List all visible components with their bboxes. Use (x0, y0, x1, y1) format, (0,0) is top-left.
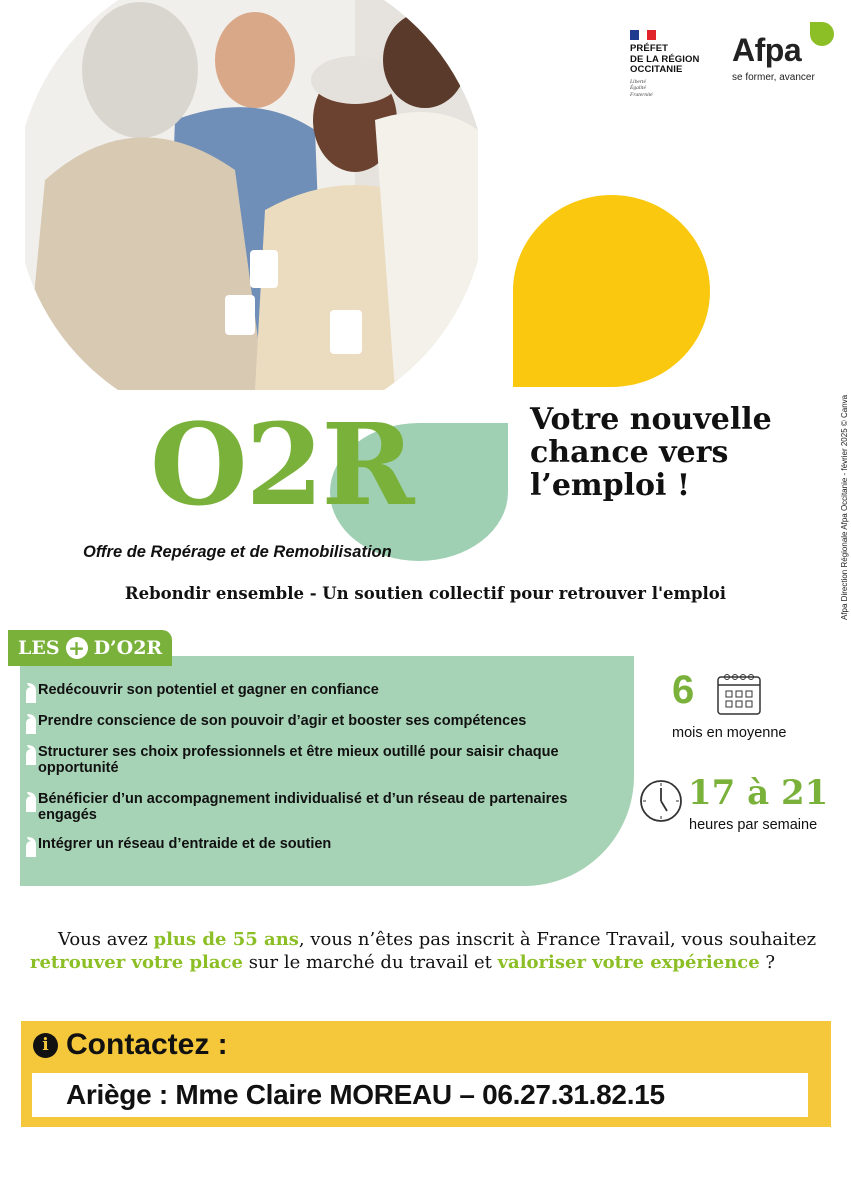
motto-line: Fraternité (630, 91, 653, 98)
quote-icon (24, 835, 40, 859)
highlight: valoriser votre expérience (497, 952, 760, 973)
advantages-title-right: D’O2R (93, 637, 163, 659)
headline (530, 403, 830, 502)
afpa-tagline: se former, avancer (732, 72, 815, 83)
advantages-title (8, 630, 172, 666)
list-item: Prendre conscience de son pouvoir d’agir et booster ses compétences (24, 714, 624, 745)
brand-subtitle: Offre de Repérage et de Remobilisation (83, 543, 392, 561)
list-item: Redécouvrir son potentiel et gagner en confiance (24, 683, 624, 714)
contact-heading-text: Contactez : (66, 1028, 228, 1061)
advantages-list (24, 683, 624, 867)
quote-icon (24, 712, 40, 736)
motto-line: Liberté (630, 78, 646, 85)
audience-paragraph: Vous avez plus de 55 ans, vous n’êtes pas inscrit à France Travail, vous souhaitez retrouver votre place sur le marché du travail et valoriser votre expérience ? (30, 929, 817, 973)
yellow-drop-shape (513, 195, 710, 387)
contact-heading (33, 1028, 228, 1062)
tagline: Rebondir ensemble - Un soutien collectif pour retrouver l'emploi (124, 584, 727, 603)
headline-line: l’emploi ! (530, 468, 691, 503)
motto-line: Égalité (630, 85, 646, 91)
clock-icon (638, 778, 684, 824)
hours-value: 17 à 21 (688, 773, 829, 813)
prefet-line: OCCITANIE (630, 64, 683, 75)
quote-icon (24, 790, 40, 814)
afpa-logo (732, 22, 842, 92)
duration-label: mois en moyenne (672, 725, 787, 741)
prefet-line: DE LA RÉGION (630, 53, 700, 65)
highlight: retrouver votre place (30, 952, 243, 973)
hero-photo (25, 0, 478, 390)
french-flag-icon (630, 30, 656, 40)
headline-line: Votre nouvelle (530, 402, 772, 437)
info-icon: i (33, 1033, 58, 1058)
side-credit: Afpa Direction Régionale Afpa Occitanie - février 2025 © Canva (840, 394, 849, 620)
list-item: Structurer ses choix professionnels et être mieux outillé pour saisir chaque opportunité (24, 745, 624, 792)
quote-icon (24, 681, 40, 705)
list-item: Intégrer un réseau d’entraide et de soutien (24, 837, 624, 867)
highlight: plus de 55 ans (153, 929, 299, 950)
leaf-icon (810, 22, 834, 46)
afpa-name: Afpa (732, 32, 802, 68)
plus-icon: + (66, 637, 88, 659)
advantages-title-left: LES (18, 637, 60, 659)
calendar-icon (716, 672, 762, 716)
contact-line[interactable]: Ariège : Mme Claire MOREAU – 06.27.31.82.15 (66, 1079, 665, 1110)
quote-icon (24, 743, 40, 767)
duration-value: 6 (672, 668, 695, 712)
prefet-logo (630, 30, 725, 98)
hours-label: heures par semaine (689, 817, 818, 833)
brand-title: O2R (150, 400, 413, 531)
headline-line: chance vers (530, 435, 729, 470)
prefet-line: PRÉFET (630, 43, 669, 54)
list-item: Bénéficier d’un accompagnement individualisé et d’un réseau de partenaires engagés (24, 792, 624, 837)
